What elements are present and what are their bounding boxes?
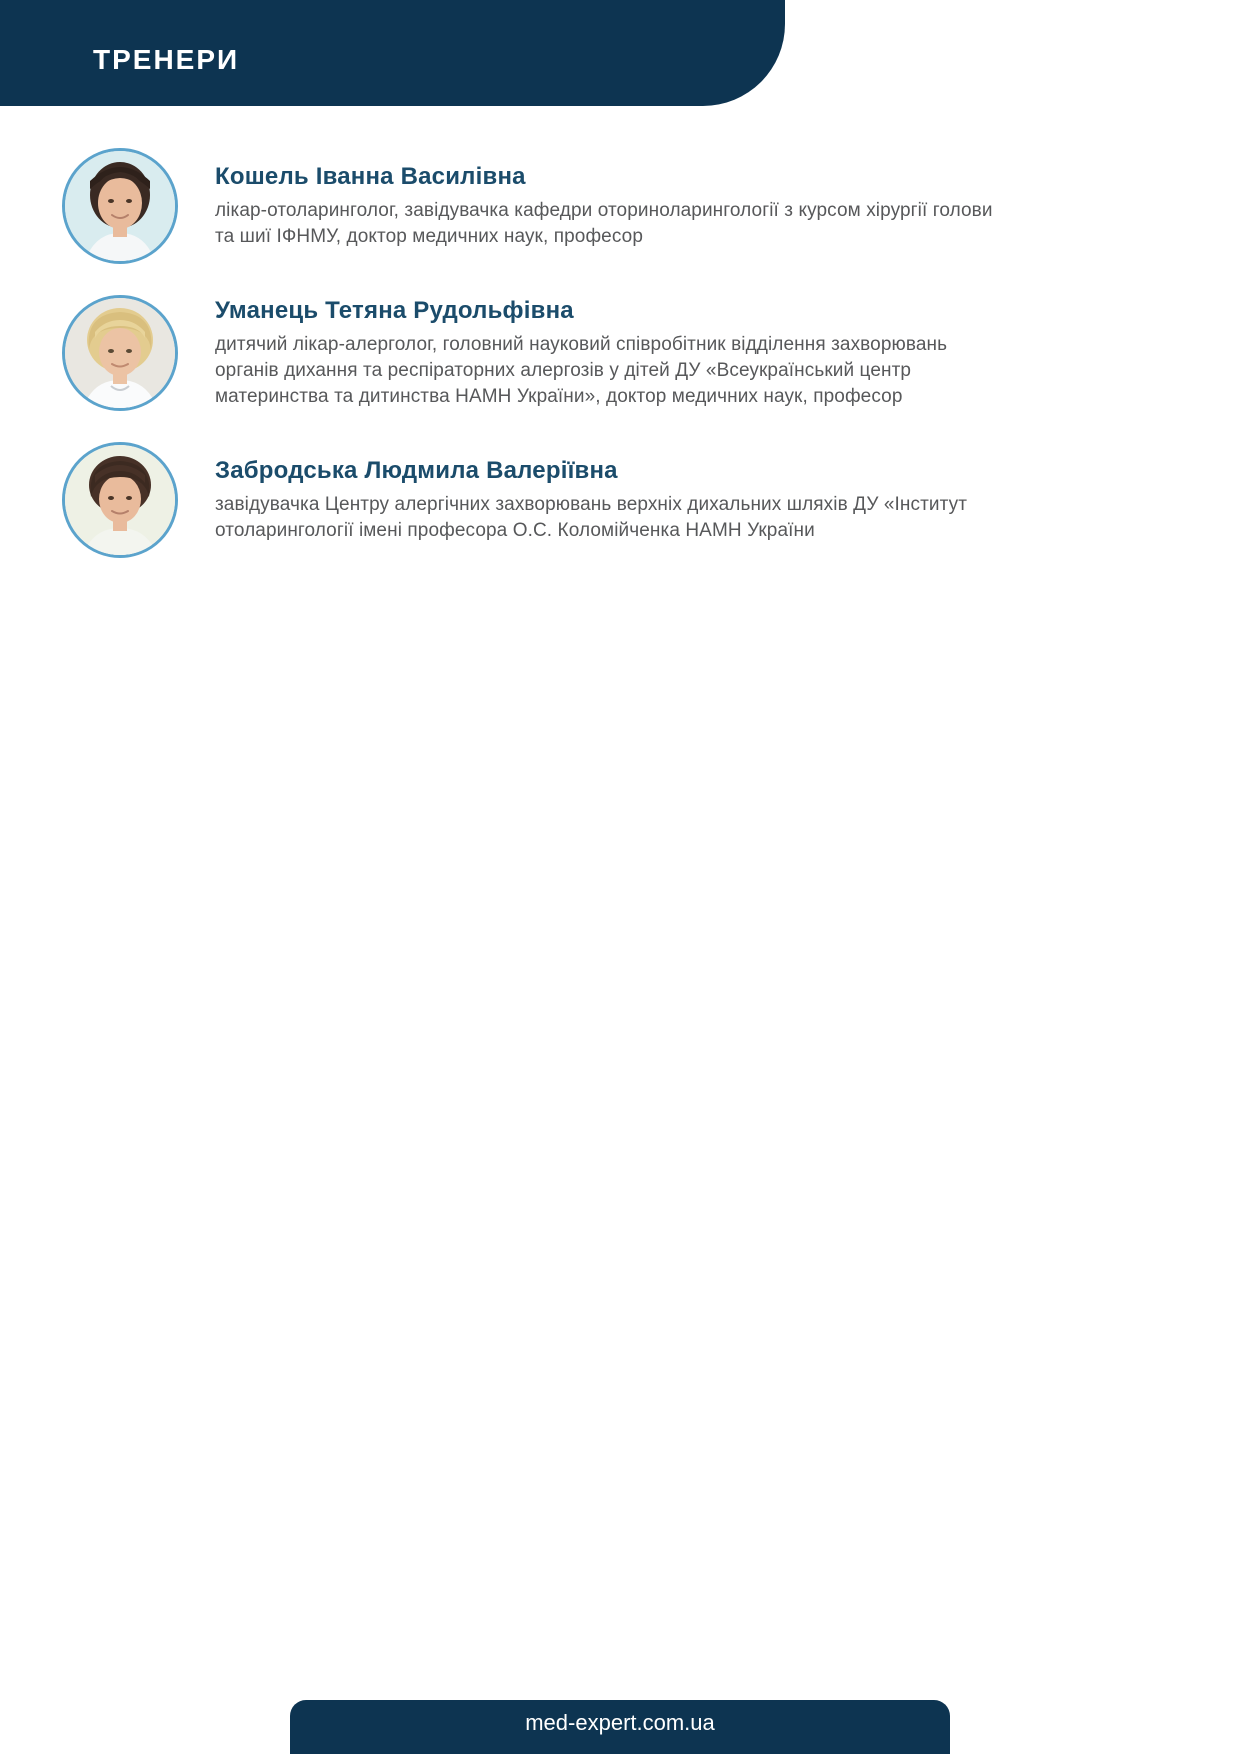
footer-bar [290, 1700, 950, 1754]
woman-dark-curly-hair-portrait-icon [65, 445, 175, 555]
woman-blonde-hair-portrait-icon [65, 298, 175, 408]
trainer-list [62, 148, 1182, 558]
trainer-name: Уманець Тетяна Рудольфівна [215, 296, 574, 324]
trainer-info-umanets [215, 297, 1015, 410]
footer-website-url: med-expert.com.ua [525, 1710, 715, 1735]
trainer-row-zabrodska [62, 442, 1182, 558]
trainer-photo-zabrodska [62, 442, 178, 558]
trainer-row-umanets [62, 295, 1182, 411]
woman-dark-hair-portrait-icon [65, 151, 175, 261]
page-title: ТРЕНЕРИ [93, 44, 240, 75]
trainer-description: лікар-отоларинголог, завідувачка кафедри оториноларингології з курсом хірургії голови та шиї ІФНМУ, доктор медичних наук, професор [215, 199, 993, 247]
trainer-info-zabrodska [215, 457, 1015, 544]
trainer-description: завідувачка Центру алергічних захворювань верхніх дихальних шляхів ДУ «Інститут отоларингології імені професора О.С. Коломійченка НАМН України [215, 493, 968, 541]
trainer-name: Кошель Іванна Василівна [215, 162, 526, 190]
trainer-info-koshel [215, 163, 1015, 250]
trainer-name: Забродська Людмила Валеріївна [215, 456, 618, 484]
header-bar [0, 0, 785, 106]
trainer-photo-koshel [62, 148, 178, 264]
trainer-row-koshel [62, 148, 1182, 264]
trainer-description: дитячий лікар-алерголог, головний науковий співробітник відділення захворювань органів дихання та респіраторних алергозів у дітей ДУ «Всеукраїнський центр материнства та дитинства НАМН України», доктор медичних наук, професор [215, 333, 948, 407]
trainer-photo-umanets [62, 295, 178, 411]
